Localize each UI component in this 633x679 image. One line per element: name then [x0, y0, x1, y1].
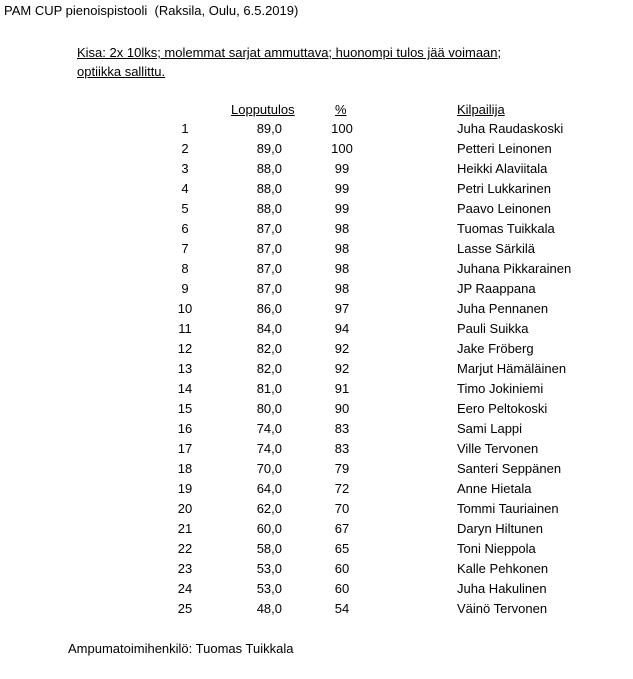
table-row — [0, 241, 633, 261]
rank-cell: 23 — [177, 561, 193, 576]
table-row — [0, 541, 633, 561]
percent-cell: 54 — [334, 601, 350, 616]
competitor-cell: Lasse Särkilä — [457, 241, 536, 256]
percent-cell: 83 — [334, 441, 350, 456]
percent-cell: 92 — [334, 361, 350, 376]
percent-cell: 99 — [334, 201, 350, 216]
result-cell: 88,0 — [256, 181, 282, 196]
rank-cell: 6 — [181, 221, 189, 236]
competition-rules — [77, 43, 501, 81]
result-cell: 89,0 — [256, 141, 282, 156]
percent-cell: 83 — [334, 421, 350, 436]
rank-cell: 24 — [177, 581, 193, 596]
result-cell: 48,0 — [256, 601, 282, 616]
percent-cell: 94 — [334, 321, 350, 336]
competitor-cell: Väinö Tervonen — [457, 601, 548, 616]
table-row — [0, 141, 633, 161]
rank-cell: 5 — [181, 201, 189, 216]
competitor-cell: Juha Hakulinen — [457, 581, 547, 596]
rank-cell: 8 — [181, 261, 189, 276]
rank-cell: 20 — [177, 501, 193, 516]
rank-cell: 12 — [177, 341, 193, 356]
result-cell: 84,0 — [256, 321, 282, 336]
rank-cell: 14 — [177, 381, 193, 396]
percent-cell: 99 — [334, 161, 350, 176]
table-row — [0, 341, 633, 361]
result-cell: 74,0 — [256, 441, 282, 456]
result-cell: 88,0 — [256, 201, 282, 216]
competitor-cell: Marjut Hämäläinen — [457, 361, 567, 376]
percent-cell: 79 — [334, 461, 350, 476]
percent-cell: 92 — [334, 341, 350, 356]
table-row — [0, 421, 633, 441]
percent-cell: 100 — [331, 141, 353, 156]
table-row — [0, 121, 633, 141]
result-cell: 53,0 — [256, 581, 282, 596]
result-cell: 89,0 — [256, 121, 282, 136]
competitor-cell: Kalle Pehkonen — [457, 561, 549, 576]
table-row — [0, 461, 633, 481]
rank-cell: 9 — [181, 281, 189, 296]
percent-cell: 60 — [334, 561, 350, 576]
competitor-cell: Pauli Suikka — [457, 321, 529, 336]
table-row — [0, 501, 633, 521]
table-row — [0, 581, 633, 601]
rank-cell: 22 — [177, 541, 193, 556]
competitor-cell: Jake Fröberg — [457, 341, 534, 356]
table-row — [0, 441, 633, 461]
rank-cell: 15 — [177, 401, 193, 416]
table-row — [0, 181, 633, 201]
result-cell: 64,0 — [256, 481, 282, 496]
percent-cell: 60 — [334, 581, 350, 596]
result-cell: 70,0 — [256, 461, 282, 476]
table-row — [0, 481, 633, 501]
table-row — [0, 261, 633, 281]
rank-cell: 17 — [177, 441, 193, 456]
percent-cell: 98 — [334, 261, 350, 276]
competitor-cell: Petri Lukkarinen — [457, 181, 551, 196]
percent-cell: 90 — [334, 401, 350, 416]
percent-cell: 70 — [334, 501, 350, 516]
percent-cell: 65 — [334, 541, 350, 556]
rank-cell: 18 — [177, 461, 193, 476]
rank-cell: 25 — [177, 601, 193, 616]
table-row — [0, 361, 633, 381]
result-cell: 86,0 — [256, 301, 282, 316]
range-officer: Ampumatoimihenkilö: Tuomas Tuikkala — [68, 641, 294, 656]
percent-cell: 67 — [334, 521, 350, 536]
rank-cell: 4 — [181, 181, 189, 196]
competitor-cell: Paavo Leinonen — [457, 201, 551, 216]
competitor-cell: Timo Jokiniemi — [457, 381, 544, 396]
table-row — [0, 301, 633, 321]
results-table — [0, 121, 633, 621]
table-row — [0, 601, 633, 621]
result-cell: 81,0 — [256, 381, 282, 396]
competitor-cell: Ville Tervonen — [457, 441, 539, 456]
competitor-cell: Santeri Seppänen — [457, 461, 562, 476]
table-row — [0, 561, 633, 581]
table-row — [0, 221, 633, 241]
result-cell: 74,0 — [256, 421, 282, 436]
table-row — [0, 401, 633, 421]
rank-cell: 10 — [177, 301, 193, 316]
competitor-cell: Tommi Tauriainen — [457, 501, 559, 516]
result-cell: 60,0 — [256, 521, 282, 536]
competitor-cell: Juhana Pikkarainen — [457, 261, 572, 276]
table-row — [0, 161, 633, 181]
result-cell: 62,0 — [256, 501, 282, 516]
table-row — [0, 281, 633, 301]
rules-line-2: optiikka sallittu. — [77, 64, 166, 79]
rank-cell: 2 — [181, 141, 189, 156]
competitor-cell: Heikki Alaviitala — [457, 161, 548, 176]
header-competitor: Kilpailija — [457, 102, 505, 117]
rank-cell: 21 — [177, 521, 193, 536]
percent-cell: 72 — [334, 481, 350, 496]
result-cell: 87,0 — [256, 281, 282, 296]
percent-cell: 97 — [334, 301, 350, 316]
result-cell: 58,0 — [256, 541, 282, 556]
percent-cell: 98 — [334, 221, 350, 236]
table-row — [0, 321, 633, 341]
result-cell: 88,0 — [256, 161, 282, 176]
percent-cell: 98 — [334, 281, 350, 296]
rank-cell: 16 — [177, 421, 193, 436]
result-cell: 53,0 — [256, 561, 282, 576]
table-row — [0, 201, 633, 221]
competitor-cell: Anne Hietala — [457, 481, 532, 496]
percent-cell: 98 — [334, 241, 350, 256]
percent-cell: 91 — [334, 381, 350, 396]
rank-cell: 19 — [177, 481, 193, 496]
header-percent: % — [335, 102, 347, 117]
competitor-cell: Sami Lappi — [457, 421, 523, 436]
result-cell: 87,0 — [256, 261, 282, 276]
rules-line-1: Kisa: 2x 10lks; molemmat sarjat ammuttava; huonompi tulos jää voimaan; — [77, 45, 502, 60]
rank-cell: 1 — [181, 121, 189, 136]
competitor-cell: Toni Nieppola — [457, 541, 536, 556]
competitor-cell: Juha Pennanen — [457, 301, 549, 316]
rank-cell: 7 — [181, 241, 189, 256]
competitor-cell: Daryn Hiltunen — [457, 521, 543, 536]
competitor-cell: JP Raappana — [457, 281, 536, 296]
competitor-cell: Juha Raudaskoski — [457, 121, 564, 136]
competitor-cell: Petteri Leinonen — [457, 141, 552, 156]
rank-cell: 3 — [181, 161, 189, 176]
page-title: PAM CUP pienoispistooli (Raksila, Oulu, 6.5.2019) — [4, 3, 299, 18]
result-cell: 82,0 — [256, 341, 282, 356]
percent-cell: 100 — [331, 121, 353, 136]
result-cell: 87,0 — [256, 221, 282, 236]
rank-cell: 11 — [178, 321, 192, 336]
result-cell: 82,0 — [256, 361, 282, 376]
header-result: Lopputulos — [231, 102, 295, 117]
result-cell: 87,0 — [256, 241, 282, 256]
rank-cell: 13 — [177, 361, 193, 376]
competitor-cell: Tuomas Tuikkala — [457, 221, 555, 236]
percent-cell: 99 — [334, 181, 350, 196]
competitor-cell: Eero Peltokoski — [457, 401, 548, 416]
table-row — [0, 521, 633, 541]
result-cell: 80,0 — [256, 401, 282, 416]
table-row — [0, 381, 633, 401]
